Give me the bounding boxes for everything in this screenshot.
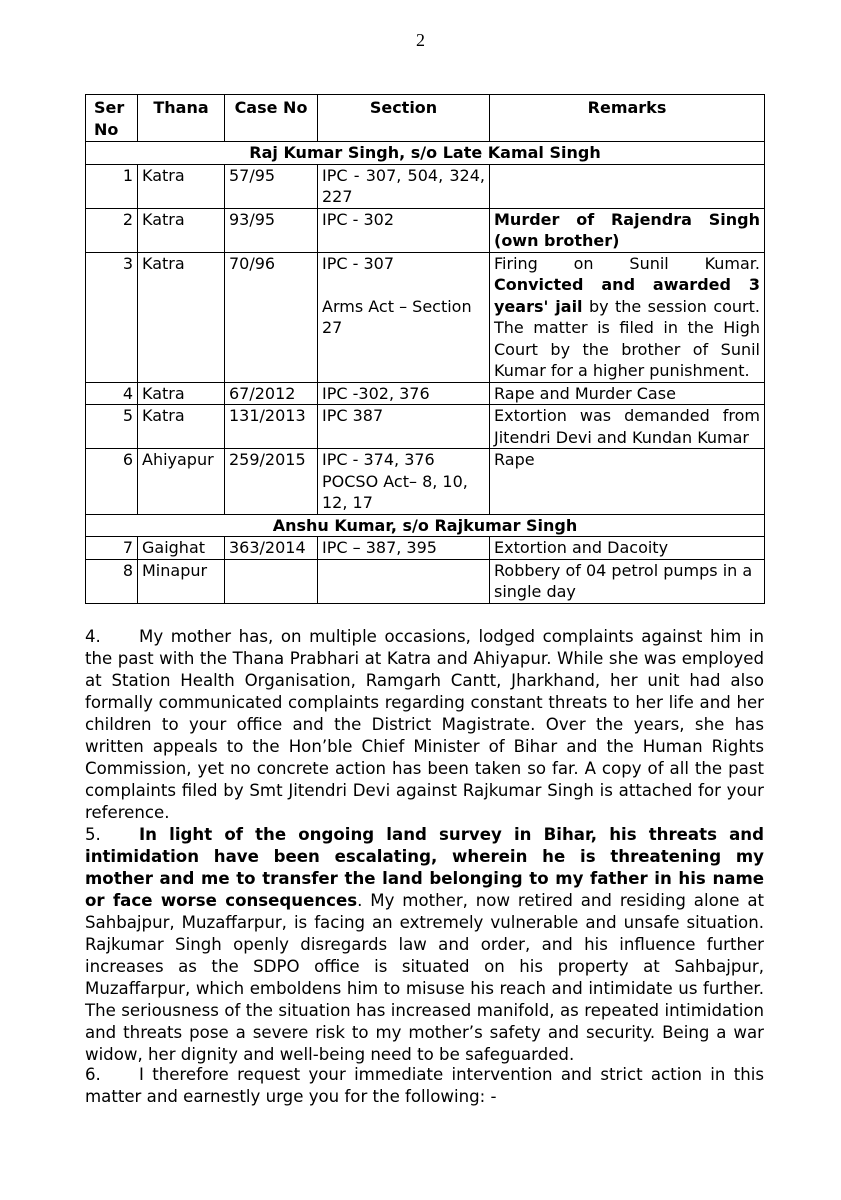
remarks-bold: Murder of Rajendra Singh (own brother): [494, 209, 760, 250]
section-line: IPC - 374, 376: [322, 450, 435, 469]
group-title: Anshu Kumar, s/o Rajkumar Singh: [86, 514, 765, 537]
header-section: Section: [318, 95, 490, 142]
table-row: [86, 405, 765, 449]
remarks: Extortion was demanded from Jitendri Devi and Kundan Kumar: [490, 405, 765, 449]
paragraph-number: 4.: [85, 627, 101, 646]
section: IPC 387: [318, 405, 490, 449]
remarks-text: by the session court. The matter is filed in the High Court by the brother of Sunil Kumar for a higher punishment.: [494, 296, 760, 380]
remarks-text: Firing on Sunil Kumar.: [494, 253, 760, 273]
remarks: Extortion and Dacoity: [490, 537, 765, 560]
section: [318, 449, 490, 515]
paragraph-text: My mother has, on multiple occasions, lodged complaints against him in the past with the Thana Prabhari at Katra and Ahiyapur. While she was employed at Station Health Organisation, Ramgarh Cantt, Jharkhand, her unit had also formally communicated complaints regarding constant threats to her life and her children to your office and the District Magistrate. Over the years, she has written appeals to the Hon’ble Chief Minister of Bihar and the Human Rights Commission, yet no concrete action has been taken so far. A copy of all the past complaints filed by Smt Jitendri Devi against Rajkumar Singh is attached for your reference.: [85, 627, 764, 822]
ser-no: 6: [86, 449, 138, 515]
table-row: [86, 252, 765, 382]
section: IPC -302, 376: [318, 382, 490, 405]
paragraph-text: I therefore request your immediate intervention and strict action in this matter and earnestly urge you for the following: -: [85, 1065, 764, 1106]
page-number: 2: [416, 30, 425, 50]
header-case-no: Case No: [225, 95, 318, 142]
case-no: 131/2013: [225, 405, 318, 449]
section: IPC - 307, 504, 324, 227: [318, 164, 490, 208]
case-no: 57/95: [225, 164, 318, 208]
ser-no: 8: [86, 559, 138, 603]
section-line: Arms Act – Section 27: [322, 296, 472, 337]
table-row: [86, 208, 765, 252]
remarks: Rape: [490, 449, 765, 515]
thana: Ahiyapur: [138, 449, 225, 515]
case-no: 93/95: [225, 208, 318, 252]
section: IPC – 387, 395: [318, 537, 490, 560]
section-line: POCSO Act– 8, 10, 12, 17: [322, 471, 468, 512]
header-remarks: Remarks: [490, 95, 765, 142]
thana: Katra: [138, 405, 225, 449]
remarks-bold: Convicted and awarded 3 years' jail: [494, 275, 760, 316]
remarks: [490, 164, 765, 208]
cases-table: [85, 94, 765, 604]
group-title: Raj Kumar Singh, s/o Late Kamal Singh: [86, 142, 765, 165]
case-no: 70/96: [225, 252, 318, 382]
paragraph-bold-text: In light of the ongoing land survey in Bihar, his threats and intimidation have been escalating, wherein he is threatening my mother and me to transfer the land belonging to my father in his name or face worse consequences: [85, 825, 764, 910]
thana: Katra: [138, 208, 225, 252]
remarks: Robbery of 04 petrol pumps in a single day: [490, 559, 765, 603]
thana: Katra: [138, 382, 225, 405]
remarks: [490, 208, 765, 252]
remarks: [490, 252, 765, 382]
ser-no: 5: [86, 405, 138, 449]
ser-no: 3: [86, 252, 138, 382]
paragraph-4: [85, 626, 764, 824]
thana: Minapur: [138, 559, 225, 603]
section: [318, 252, 490, 382]
paragraph-number: 5.: [85, 825, 101, 844]
section: [318, 559, 490, 603]
case-no: 259/2015: [225, 449, 318, 515]
group-row: [86, 514, 765, 537]
group-row: [86, 142, 765, 165]
table-row: [86, 382, 765, 405]
case-no: 363/2014: [225, 537, 318, 560]
case-no: 67/2012: [225, 382, 318, 405]
ser-no: 7: [86, 537, 138, 560]
paragraph-text: . My mother, now retired and residing alone at Sahbajpur, Muzaffarpur, is facing an extremely vulnerable and unsafe situation. Rajkumar Singh openly disregards law and order, and his influence further increases as the SDPO office is situated on his property at Sahbajpur, Muzaffarpur, which emboldens him to misuse his reach and intimidate us further. The seriousness of the situation has increased manifold, as repeated intimidation and threats pose a severe risk to my mother’s safety and security. Being a war widow, her dignity and well-being need to be safeguarded.: [85, 891, 764, 1064]
paragraph-6: [85, 1064, 764, 1108]
section: IPC - 302: [318, 208, 490, 252]
remarks: Rape and Murder Case: [490, 382, 765, 405]
case-no: [225, 559, 318, 603]
table-header-row: [86, 95, 765, 142]
thana: Gaighat: [138, 537, 225, 560]
header-ser-no: Ser No: [86, 95, 138, 142]
header-thana: Thana: [138, 95, 225, 142]
ser-no: 4: [86, 382, 138, 405]
ser-no: 1: [86, 164, 138, 208]
table-row: [86, 449, 765, 515]
paragraph-number: 6.: [85, 1065, 101, 1084]
thana: Katra: [138, 164, 225, 208]
table-row: [86, 537, 765, 560]
table-row: [86, 164, 765, 208]
ser-no: 2: [86, 208, 138, 252]
paragraph-5: [85, 824, 764, 1066]
thana: Katra: [138, 252, 225, 382]
section-line: IPC - 307: [322, 253, 395, 273]
table-row: [86, 559, 765, 603]
